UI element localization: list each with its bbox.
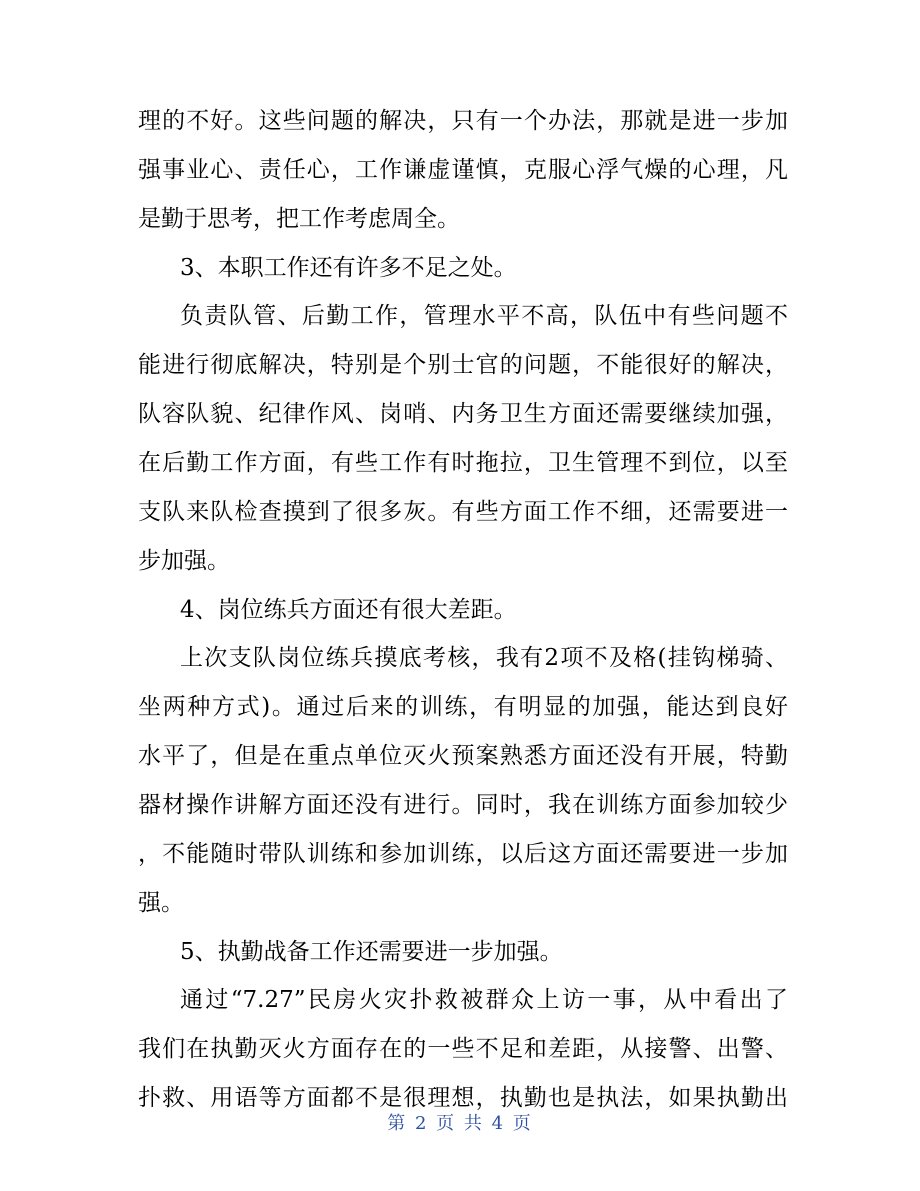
paragraph-line: 能进行彻底解决，特别是个别士官的问题，不能很好的解决，: [138, 352, 788, 378]
paragraph-line: 理的不好。这些问题的解决，只有一个办法，那就是进一步加: [138, 108, 788, 134]
page-number-footer: 第 2 页 共 4 页: [387, 1113, 533, 1134]
paragraph-line: 强事业心、责任心，工作谦虚谨慎，克服心浮气燥的心理，凡: [138, 157, 788, 183]
paragraph-line: 负责队管、后勤工作，管理水平不高，队伍中有些问题不: [180, 303, 788, 329]
paragraph-line: 上次支队岗位练兵摸底考核，我有2项不及格(挂钩梯骑、: [180, 645, 788, 671]
paragraph-line: 步加强。: [138, 548, 230, 574]
section-heading: 4、岗位练兵方面还有很大差距。: [180, 597, 517, 623]
paragraph-line: 坐两种方式)。通过后来的训练，有明显的加强，能达到良好: [138, 694, 788, 720]
section-heading: 5、执勤战备工作还需要进一步加强。: [180, 939, 563, 965]
paragraph-line: 通过“7.27”民房火灾扑救被群众上访一事，从中看出了: [180, 987, 788, 1013]
paragraph-line: 我们在执勤灭火方面存在的一些不足和差距，从接警、出警、: [138, 1036, 788, 1062]
paragraph-line: 强。: [138, 890, 184, 916]
paragraph-line: ，不能随时带队训练和参加训练，以后这方面还需要进一步加: [138, 841, 788, 867]
paragraph-line: 扑救、用语等方面都不是很理想，执勤也是执法，如果执勤出: [138, 1085, 788, 1111]
paragraph-line: 支队来队检查摸到了很多灰。有些方面工作不细，还需要进一: [138, 499, 788, 525]
paragraph-line: 器材操作讲解方面还没有进行。同时，我在训练方面参加较少: [138, 792, 788, 818]
paragraph-line: 在后勤工作方面，有些工作有时拖拉，卫生管理不到位，以至: [138, 450, 788, 476]
paragraph-line: 是勤于思考，把工作考虑周全。: [138, 206, 460, 232]
section-heading: 3、本职工作还有许多不足之处。: [180, 255, 517, 281]
paragraph-line: 水平了，但是在重点单位灭火预案熟悉方面还没有开展，特勤: [138, 743, 788, 769]
paragraph-line: 队容队貌、纪律作风、岗哨、内务卫生方面还需要继续加强，: [138, 401, 788, 427]
